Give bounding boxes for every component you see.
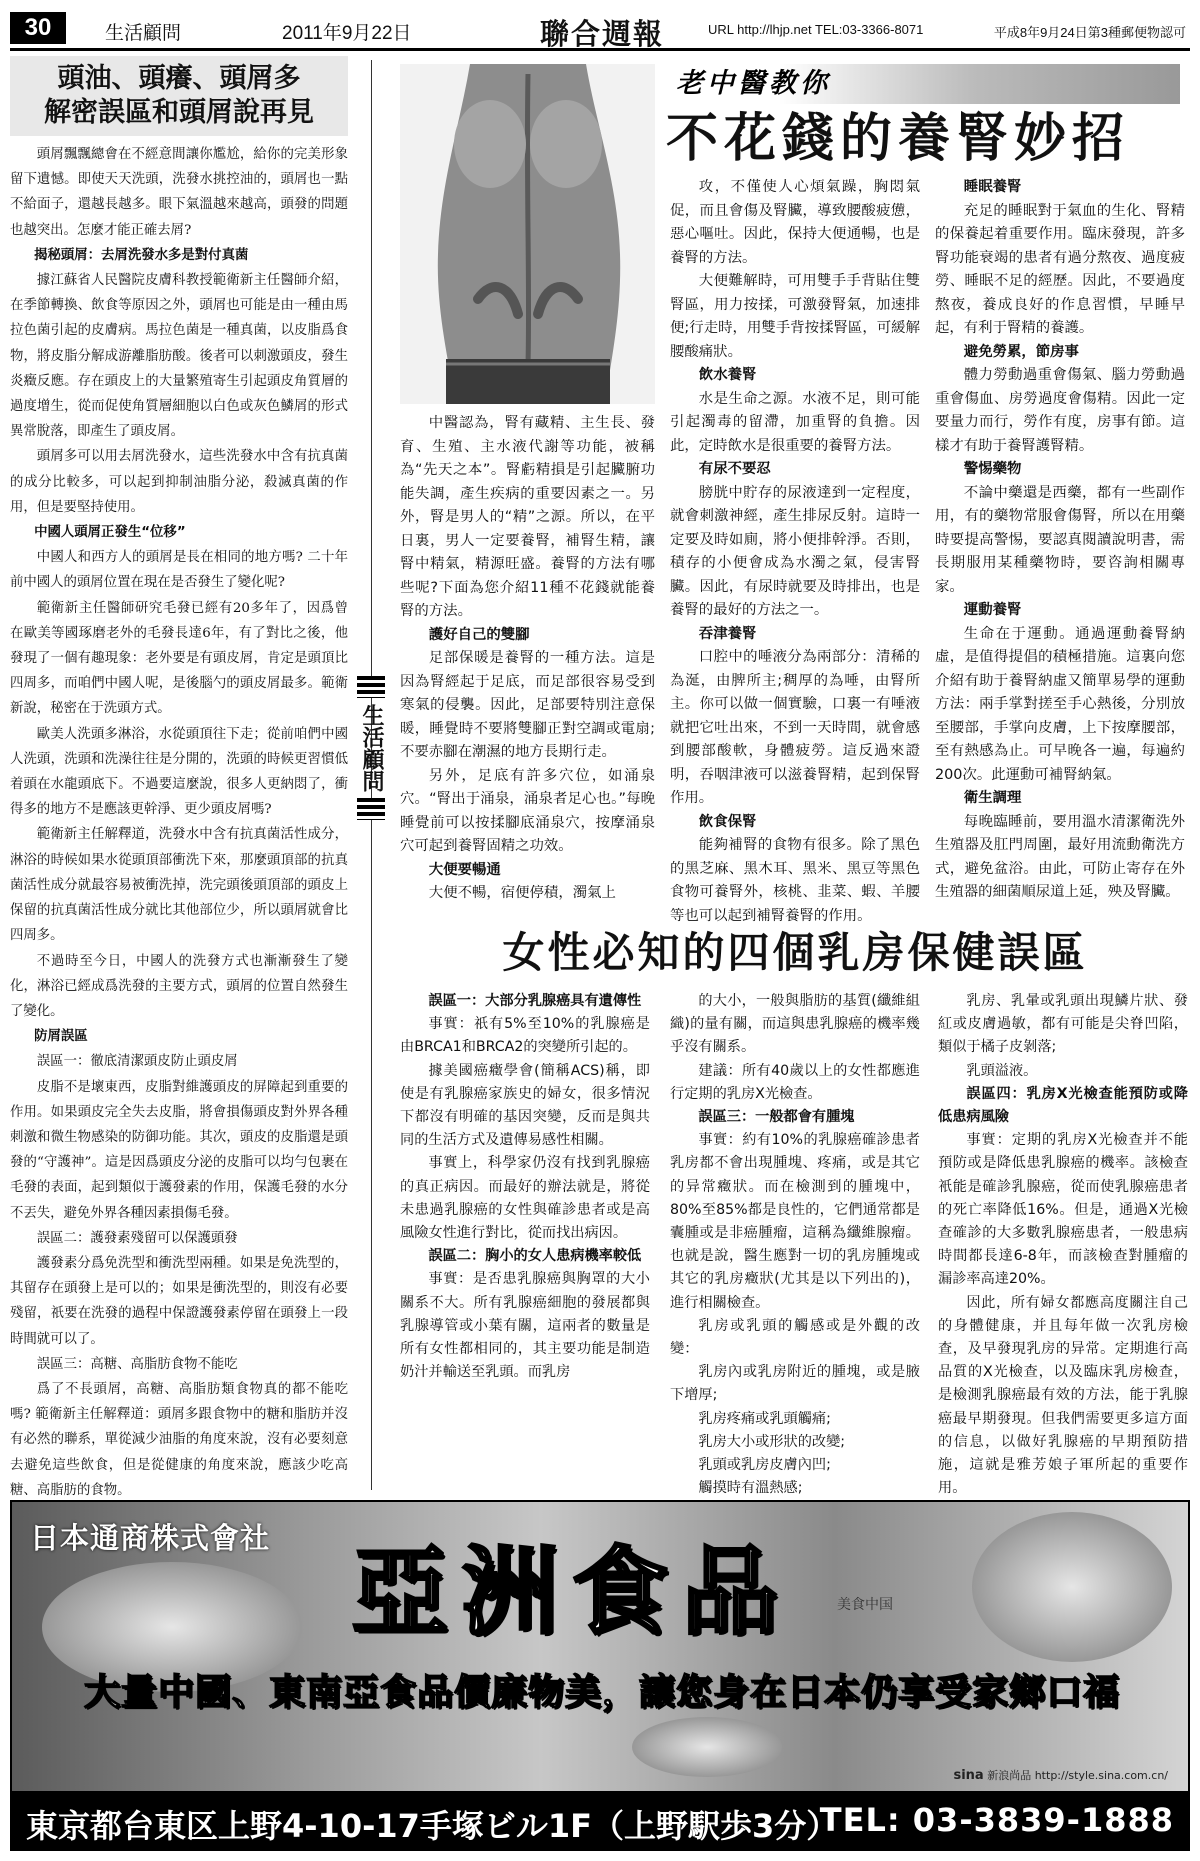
section-name: 生活顧問 bbox=[105, 23, 182, 44]
kidney-subheading: 警惕藥物 bbox=[963, 461, 1022, 477]
side-label-text: 生活顧問 bbox=[359, 704, 384, 792]
kidney-column-2 bbox=[670, 176, 920, 928]
kidney-subheading: 運動養腎 bbox=[963, 602, 1022, 618]
ad-badge: 美食中国 bbox=[837, 1597, 893, 1613]
kidney-title: 不花錢的養腎妙招 bbox=[666, 109, 1131, 169]
section-side-label bbox=[357, 676, 385, 888]
hair-paragraph: 皮脂不是壞東西，皮脂對維護頭皮的屏障起到重要的作用。如果頭皮完全失去皮脂，將會損傷頭皮對外界各種刺激和微生物感染的防御功能。其次，頭皮的皮脂還是頭發的“守護神”。這是因爲頭皮分泌的皮脂可以均勻包裹在毛發的表面，起到類似于護發素的作用，保護毛發的水分不丟失，避免外界各種因素損傷毛發。 bbox=[10, 1079, 348, 1221]
issue-date: 2011年9月22日 bbox=[282, 23, 412, 44]
kidney-paragraph: 中醫認為，腎有藏精、主生長、發育、生殖、主水液代謝等功能，被稱為“先天之本”。腎虧精損是引起臟腑功能失調，產生疾病的重要因素之一。另外，腎是男人的“精”之源。所以，在平日裏，男人一定要養腎，補腎生精，讓腎中精氣，精源旺盛。養腎的方法有哪些呢?下面為您介紹11種不花錢就能養腎的方法。 bbox=[400, 415, 655, 619]
breast-paragraph: 事實：祇有5%至10%的乳腺癌是由BRCA1和BRCA2的突變所引起的。 bbox=[400, 1016, 650, 1056]
kidney-paragraph: 不論中藥還是西藥，都有一些副作用，有的藥物常服會傷腎，所以在用藥時要提高警惕，要認真閱讀說明書，需長期服用某種藥物時，要咨詢相關專家。 bbox=[935, 484, 1185, 595]
kidney-subheading: 衛生調理 bbox=[963, 790, 1022, 806]
kidney-paragraph: 能夠補腎的食物有很多。除了黑色的黑芝麻、黑木耳、黑米、黑豆等黑色食物可養腎外，核桃、韭菜、蝦、羊腰等也可以起到補腎養腎的作用。 bbox=[670, 837, 920, 924]
breast-paragraph: 事實：約有10%的乳腺癌確診患者乳房都不會出現腫塊、疼痛，或是其它的异常癥狀。而在檢測到的腫塊中，80%至85%都是良性的，它們通常都是囊腫或是非癌腫瘤，這稱為纖維腺瘤。也就是說，醫生應對一切的乳房腫塊或其它的乳房癥狀(尤其是以下列出的)，進行相關檢查。 bbox=[670, 1132, 920, 1311]
paper-name: 聯合週報 bbox=[540, 19, 665, 51]
hair-paragraph: 誤區二：護發素殘留可以保護頭發 bbox=[36, 1230, 238, 1246]
kidney-paragraph: 生命在于運動。通過運動養腎納虛，是值得提倡的積極措施。這裏向您介紹有助于養腎納虛又簡單易學的運動方法：兩手掌對搓至手心熱後，分別放至腰部，手掌向皮膚，上下按摩腰部，至有熱感為止。可早晚各一遍，每遍約200次。此運動可補腎納氣。 bbox=[935, 625, 1185, 783]
breast-paragraph: 事實：定期的乳房X光檢查并不能預防或是降低患乳腺癌的機率。該檢查衹能是確診乳腺癌，從而使乳腺癌患者的死亡率降低16%。但是，通過X光檢查確診的大多數乳腺癌患者，一般患病時間都長達6-8年，而該檢查對腫瘤的漏診率高達20%。 bbox=[938, 1132, 1188, 1288]
ad-tel: TEL: 03-3839-1888 bbox=[819, 1801, 1174, 1839]
ad-slogan: 大量中國、東南亞食品價廉物美，讓您身在日本仍享受家鄉口福 bbox=[83, 1672, 1120, 1713]
food-plate-icon bbox=[632, 1717, 782, 1777]
kidney-paragraph: 足部保暖是養腎的一種方法。這是因為腎經起于足底，而足部很容易受到寒氣的侵襲。因此，足部要特別注意保暖，睡覺時不要將雙腳正對空調或電扇;不要赤腳在潮濕的地方長期行走。 bbox=[400, 650, 655, 760]
breast-subheading: 誤區四：乳房X光檢查能預防或降低患病風險 bbox=[938, 1085, 1188, 1126]
page-number: 30 bbox=[10, 12, 66, 44]
back-pain-photo-icon bbox=[400, 64, 655, 404]
ad-address: 東京都台東区上野4-10-17手塚ビル1F（上野駅歩3分） bbox=[26, 1807, 839, 1845]
hair-paragraph: 誤區三：高糖、高脂肪食物不能吃 bbox=[36, 1356, 238, 1372]
kidney-paragraph: 水是生命之源。水液不足，則可能引起濁毒的留滯，加重腎的負擔。因此，定時飲水是很重要的養腎方法。 bbox=[670, 390, 920, 454]
breast-paragraph: 乳房或乳頭的觸感或是外觀的改變： bbox=[670, 1317, 920, 1358]
kidney-paragraph: 口腔中的唾液分為兩部分：清稀的為涎，由脾所主;稠厚的為唾，由腎所主。你可以做一個實驗，口裏一有唾液就把它吐出來，不到一天時間，就會感到腰部酸軟，身體疲勞。這反過來證明，吞咽津液可以滋養腎精，起到保腎作用。 bbox=[670, 649, 920, 806]
ad-brand: 亞洲食品 bbox=[352, 1536, 792, 1648]
breast-subheading: 誤區二：胸小的女人患病機率較低 bbox=[428, 1248, 642, 1265]
breast-paragraph: 觸摸時有溫熱感; bbox=[698, 1480, 803, 1497]
kidney-subheading: 避免勞累，節房事 bbox=[963, 343, 1079, 360]
side-label-bars-bottom bbox=[357, 798, 385, 820]
hair-subheading: 揭秘頭屑：去屑洗發水多是對付真菌 bbox=[34, 247, 249, 263]
kidney-subheading: 飲食保腎 bbox=[698, 813, 757, 830]
breast-column-1 bbox=[400, 990, 650, 1384]
hair-paragraph: 護發素分爲免洗型和衝洗型兩種。如果是免洗型的，其留存在頭發上是可以的；如果是衝洗型的，則沒有必要殘留，祇要在洗發的過程中保證護發素停留在頭發上一段時間就可以了。 bbox=[10, 1255, 348, 1347]
hair-paragraph: 歐美人洗頭多淋浴，水從頭頂往下走；從前咱們中國人洗頭，洗頭和洗澡往往是分開的，洗頭的時候更習慣低着頭在水龍頭底下。不過要這麼說，很多人更納悶了，衝得多的地方不是應該更幹淨、更少頭皮屑嗎? bbox=[10, 726, 348, 818]
kidney-paragraph: 大便不暢，宿便停積，濁氣上 bbox=[428, 885, 616, 901]
breast-paragraph: 事實：是否患乳腺癌與胸罩的大小關系不大。所有乳腺癌細胞的發展都與乳腺導管或小葉有關，這兩者的數量是所有女性都相同的，其主要功能是制造奶汁并輸送至乳頭。而乳房 bbox=[400, 1271, 650, 1381]
sina-logo-icon: sina bbox=[953, 1768, 984, 1783]
ad-footer bbox=[12, 1791, 1188, 1849]
breast-paragraph: 乳房、乳暈或乳頭出現鱗片狀、發紅或皮膚過敏，都有可能是尖脊凹陷，類似于橘子皮剝落; bbox=[938, 993, 1188, 1056]
kidney-subheading: 有尿不要忍 bbox=[698, 461, 771, 477]
hair-paragraph: 中國人和西方人的頭屑是長在相同的地方嗎? 二十年前中國人的頭屑位置在現在是否發生了變化呢? bbox=[10, 550, 348, 591]
kidney-paragraph: 充足的睡眠對于氣血的生化、腎精的保養起着重要作用。臨床發現，許多腎功能衰竭的患者有過分熬夜、過度疲勞、睡眠不足的經歷。因此，不要過度熬夜，養成良好的作息習慣，早睡早起，有利于腎精的養護。 bbox=[935, 202, 1185, 336]
breast-subheading: 誤區三：一般都會有腫塊 bbox=[698, 1109, 855, 1126]
kidney-kicker: 老中醫教你 bbox=[666, 64, 1180, 104]
breast-paragraph: 乳房大小或形狀的改變; bbox=[698, 1433, 846, 1450]
hair-headline-line-1: 頭油、頭癢、頭屑多 bbox=[57, 63, 301, 94]
hair-paragraph: 頭屑飄飄總會在不經意間讓你尷尬，給你的完美形象留下遺憾。即使天天洗頭，洗發水挑控油的，頭屑也一點不給面子，還越長越多。眼下氣溫越來越高，頭發的問題也越突出。怎麼才能正確去屑? bbox=[10, 147, 348, 238]
hair-subheading: 中國人頭屑正發生“位移” bbox=[34, 525, 186, 541]
breast-column-2 bbox=[670, 990, 920, 1500]
kidney-paragraph: 攻，不僅使人心煩氣躁，胸悶氣促，而且會傷及腎臟，導致腰酸疲憊，惡心嘔吐。因此，保持大便通暢，也是養腎的方法。 bbox=[670, 179, 920, 266]
breast-column-3 bbox=[938, 990, 1188, 1500]
hair-paragraph: 誤區一：徹底清潔頭皮防止頭皮屑 bbox=[36, 1054, 238, 1070]
hair-paragraph: 頭屑多可以用去屑洗發水，這些洗發水中含有抗真菌的成分比較多，可以起到抑制油脂分泌，殺滅真菌的作用，但是要堅持使用。 bbox=[10, 449, 348, 515]
ad-company: 日本通商株式會社 bbox=[30, 1521, 271, 1555]
back-pain-photo bbox=[400, 64, 655, 404]
kidney-subheading: 護好自己的雙腳 bbox=[428, 626, 530, 643]
breast-paragraph: 因此，所有婦女都應高度關注自己的身體健康，并且每年做一次乳房檢查，及早發現乳房的异常。定期進行高品質的X光檢查，以及臨床乳房檢查，是檢測乳腺癌最有效的方法，能于乳腺癌最早期發現。但我們需要更多這方面的信息，以做好乳腺癌的早期預防措施，這就是雅芳娘子軍所起的重要作用。 bbox=[938, 1294, 1188, 1497]
hair-subheading: 防屑誤區 bbox=[34, 1029, 88, 1045]
hair-paragraph: 範衛新主任醫師研究毛發已經有20多年了，因爲曾在歐美等國琢磨老外的毛發長達6年，有了對比之後，他發現了一個有趣現象：老外要是有頭皮屑，肯定是頭頂比四周多，而咱們中國人呢，是後腦勺的頭皮屑最多。範衛新說，秘密在于洗頭方式。 bbox=[10, 600, 348, 717]
ad-site-text: 新浪尚品 http://style.sina.com.cn/ bbox=[987, 1769, 1168, 1782]
hair-headline-line-2: 解密誤區和頭屑說再見 bbox=[44, 97, 314, 128]
kidney-paragraph: 每晚臨睡前，要用溫水清潔衛洗外生殖器及肛門周圍，最好用流動衛洗方式，避免盆浴。由此，可防止寄存在外生殖器的細菌順尿道上延，殃及腎臟。 bbox=[935, 813, 1185, 900]
kidney-subheading: 睡眠養腎 bbox=[963, 179, 1022, 195]
breast-title: 女性必知的四個乳房保健誤區 bbox=[502, 928, 1088, 977]
kidney-subheading: 吞津養腎 bbox=[698, 625, 757, 642]
breast-paragraph: 據美國癌癥學會(簡稱ACS)稱，即使是有乳腺癌家族史的婦女，很多情況下都沒有明確的基因突變，反而是與共同的生活方式及遺傳易感性相關。 bbox=[400, 1062, 650, 1149]
url-tel: URL http://lhjp.net TEL:03-3366-8071 bbox=[708, 22, 924, 37]
hair-paragraph: 爲了不長頭屑，高糖、高脂肪類食物真的都不能吃嗎? 範衛新主任解釋道：頭屑多跟食物中的糖和脂肪并沒有必然的聯系，單從減少油脂的角度來說，沒有必要刻意去避免這些飲食，但是從健康的角度來說，應該少吃高糖、高脂肪的食物。 bbox=[10, 1381, 348, 1498]
breast-subheading: 誤區一：大部分乳腺癌具有遺傳性 bbox=[428, 993, 642, 1009]
hair-headline bbox=[10, 56, 348, 136]
breast-paragraph: 乳頭或乳房皮膚內凹; bbox=[698, 1457, 831, 1474]
hair-article bbox=[10, 56, 348, 1498]
kidney-paragraph: 膀胱中貯存的尿液達到一定程度，就會刺激神經，產生排尿反射。這時一定要及時如廁，將小便排幹淨。否則，積存的小便會成為水濁之氣，侵害腎臟。因此，有尿時就要及時排出，也是養腎的最好的方法之一。 bbox=[670, 484, 920, 618]
breast-paragraph: 的大小，一般與脂肪的基質(纖維組織)的量有關，而這與患乳腺癌的機率幾乎沒有關系。 bbox=[670, 993, 920, 1056]
kidney-column-3 bbox=[935, 176, 1185, 905]
side-label-bars-top bbox=[357, 676, 385, 698]
breast-paragraph: 乳頭溢液。 bbox=[966, 1062, 1038, 1079]
kidney-subheading: 大便要暢通 bbox=[428, 861, 501, 878]
hair-paragraph: 據江蘇省人民醫院皮膚科教授範衛新主任醫師介紹，在季節轉換、飲食等原因之外，頭屑也可能是由一種由馬拉色菌引起的皮膚病。馬拉色菌是一種真菌，以皮脂爲食物，將皮脂分解成游離脂肪酸。後者可以刺激頭皮，發生炎癥反應。存在頭皮上的大量繁殖寄生引起頭皮角質層的過度增生，從而促使角質層細胞以白色或灰色鱗屑的形式異常脫落，即產生了頭皮屑。 bbox=[10, 273, 348, 440]
breast-paragraph: 事實上，科學家仍沒有找到乳腺癌的真正病因。而最好的辦法就是，將從未患過乳腺癌的女性與確診患者或是高風險女性進行對比，從而找出病因。 bbox=[400, 1155, 650, 1242]
ad-site bbox=[953, 1767, 1168, 1783]
kidney-paragraph: 另外，足底有許多穴位，如涌泉穴。“腎出于涌泉，涌泉者足心也。”每晚睡覺前可以按揉腳底涌泉穴，按摩涌泉穴可起到養腎固精之功效。 bbox=[400, 767, 655, 854]
breast-paragraph: 乳房內或乳房附近的腫塊，或是腋下增厚; bbox=[670, 1364, 920, 1404]
postal-permit: 平成8年9月24日第3種郵便物認可 bbox=[993, 25, 1186, 40]
kidney-subheading: 飲水養腎 bbox=[698, 367, 757, 383]
food-bowl-icon bbox=[972, 1512, 1172, 1662]
kidney-paragraph: 大便難解時，可用雙手手背貼住雙腎區，用力按揉，可激發腎氣，加速排便;行走時，用雙手背按揉腎區，可緩解腰酸痛狀。 bbox=[670, 273, 920, 360]
hair-body bbox=[10, 142, 348, 1503]
breast-paragraph: 建議：所有40歲以上的女性都應進行定期的乳房X光檢查。 bbox=[670, 1062, 920, 1102]
breast-paragraph: 乳房疼痛或乳頭觸痛; bbox=[698, 1410, 831, 1427]
asia-food-advertisement bbox=[10, 1500, 1190, 1851]
hair-paragraph: 不過時至今日，中國人的洗發方式也漸漸發生了變化，淋浴已經成爲洗發的主要方式，頭屑的位置自然發生了變化。 bbox=[10, 953, 348, 1019]
kidney-paragraph: 體力勞動過重會傷氣、腦力勞動過重會傷血、房勞過度會傷精。因此一定要量力而行，勞作有度，房事有節。這樣才有助于養腎護腎精。 bbox=[935, 367, 1185, 454]
hair-paragraph: 範衛新主任解釋道，洗發水中含有抗真菌活性成分，淋浴的時候如果水從頭頂部衝洗下來，那麼頭頂部的抗真菌活性成分就最容易被衝洗掉，洗完頭後頭頂部的頭皮上保留的抗真菌活性成分就比其他部位少，所以頭屑就會比四周多。 bbox=[10, 827, 348, 944]
masthead bbox=[10, 10, 1190, 51]
kidney-column-1 bbox=[400, 412, 655, 906]
